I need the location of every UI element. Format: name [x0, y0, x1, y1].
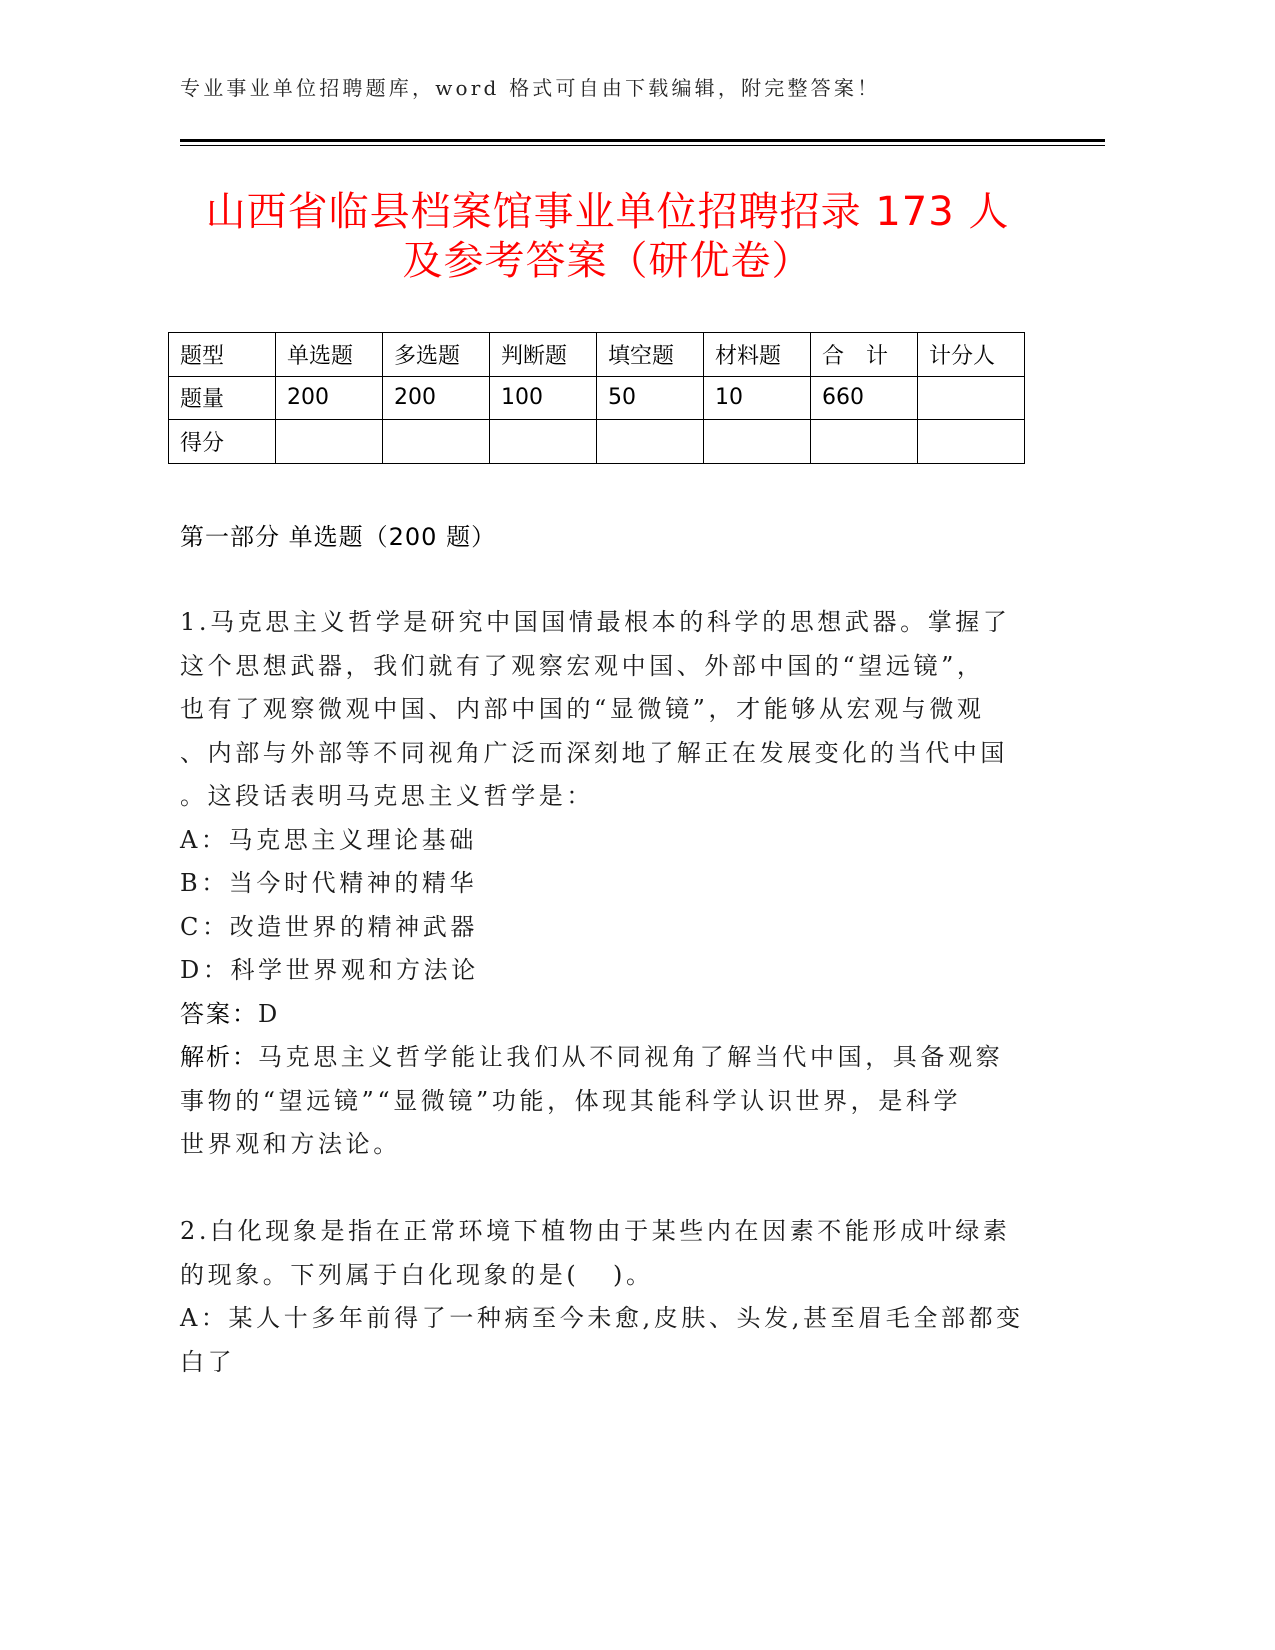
table-cell: 660 — [811, 376, 918, 420]
table-header-cell: 合 计 — [811, 333, 918, 377]
question-1-option-b: B：当今时代精神的精华 — [180, 869, 478, 897]
table-row-count — [169, 376, 1025, 420]
header-rule-thick — [180, 139, 1105, 142]
table-header-cell: 计分人 — [918, 333, 1025, 377]
question-1-stem-line: 1.马克思主义哲学是研究中国国情最根本的科学的思想武器。掌握了 — [180, 608, 1011, 636]
table-cell: 10 — [704, 376, 811, 420]
table-cell — [276, 420, 383, 464]
table-cell: 200 — [383, 376, 490, 420]
header-note: 专业事业单位招聘题库，word 格式可自由下载编辑，附完整答案！ — [180, 76, 881, 100]
question-1-analysis-line — [180, 1036, 1240, 1080]
page-title — [180, 188, 1035, 286]
analysis-text: 马克思主义哲学能让我们从不同视角了解当代中国，具备观察 — [258, 1043, 1004, 1071]
analysis-label: 解析： — [180, 1043, 258, 1071]
section-title: 第一部分 单选题（200 题） — [180, 523, 497, 551]
score-table-header-row — [169, 333, 1025, 377]
question-2 — [180, 1210, 1240, 1384]
table-cell — [383, 420, 490, 464]
question-1 — [180, 601, 1240, 1167]
header-rule-thin — [180, 145, 1105, 146]
table-cell: 200 — [276, 376, 383, 420]
question-1-stem-line: 也有了观察微观中国、内部中国的“显微镜”，才能够从宏观与微观 — [180, 695, 985, 723]
table-cell — [918, 376, 1025, 420]
table-cell: 得分 — [169, 420, 276, 464]
question-1-stem-line: 。这段话表明马克思主义哲学是： — [180, 782, 594, 810]
table-cell — [918, 420, 1025, 464]
table-row-score — [169, 420, 1025, 464]
question-1-analysis-line: 事物的“望远镜”“显微镜”功能，体现其能科学认识世界，是科学 — [180, 1086, 962, 1115]
question-2-stem-line: 2.白化现象是指在正常环境下植物由于某些内在因素不能形成叶绿素 — [180, 1217, 1011, 1245]
question-2-stem-line: 的现象。下列属于白化现象的是( )。 — [180, 1260, 654, 1289]
table-cell: 50 — [597, 376, 704, 420]
question-2-option-a-continued: 白了 — [180, 1347, 236, 1376]
table-cell: 100 — [490, 376, 597, 420]
answer-label: 答案： — [180, 999, 258, 1028]
table-header-cell: 多选题 — [383, 333, 490, 377]
question-1-analysis-line: 世界观和方法论。 — [180, 1130, 401, 1158]
page-title-line-2: 及参考答案（研优卷） — [402, 238, 813, 284]
question-1-option-a: A：马克思主义理论基础 — [180, 825, 477, 854]
table-header-cell: 判断题 — [490, 333, 597, 377]
table-header-cell: 单选题 — [276, 333, 383, 377]
table-header-cell: 题型 — [169, 333, 276, 377]
table-cell — [597, 420, 704, 464]
question-2-option-a: A：某人十多年前得了一种病至今未愈,皮肤、头发,甚至眉毛全部都变 — [180, 1304, 1024, 1332]
table-header-cell: 材料题 — [704, 333, 811, 377]
question-1-stem-line: 、内部与外部等不同视角广泛而深刻地了解正在发展变化的当代中国 — [180, 738, 1008, 767]
question-1-stem-line: 这个思想武器，我们就有了观察宏观中国、外部中国的“望远镜”， — [180, 651, 985, 680]
answer-value: D — [258, 999, 281, 1028]
table-cell — [811, 420, 918, 464]
question-1-option-d: D：科学世界观和方法论 — [180, 956, 479, 984]
table-cell — [490, 420, 597, 464]
table-cell — [704, 420, 811, 464]
score-table — [168, 332, 1025, 464]
table-header-cell: 填空题 — [597, 333, 704, 377]
table-cell: 题量 — [169, 376, 276, 420]
question-1-answer — [180, 993, 1240, 1037]
page-title-line-1: 山西省临县档案馆事业单位招聘招录 173 人 — [205, 189, 1010, 235]
question-1-option-c: C：改造世界的精神武器 — [180, 912, 478, 941]
